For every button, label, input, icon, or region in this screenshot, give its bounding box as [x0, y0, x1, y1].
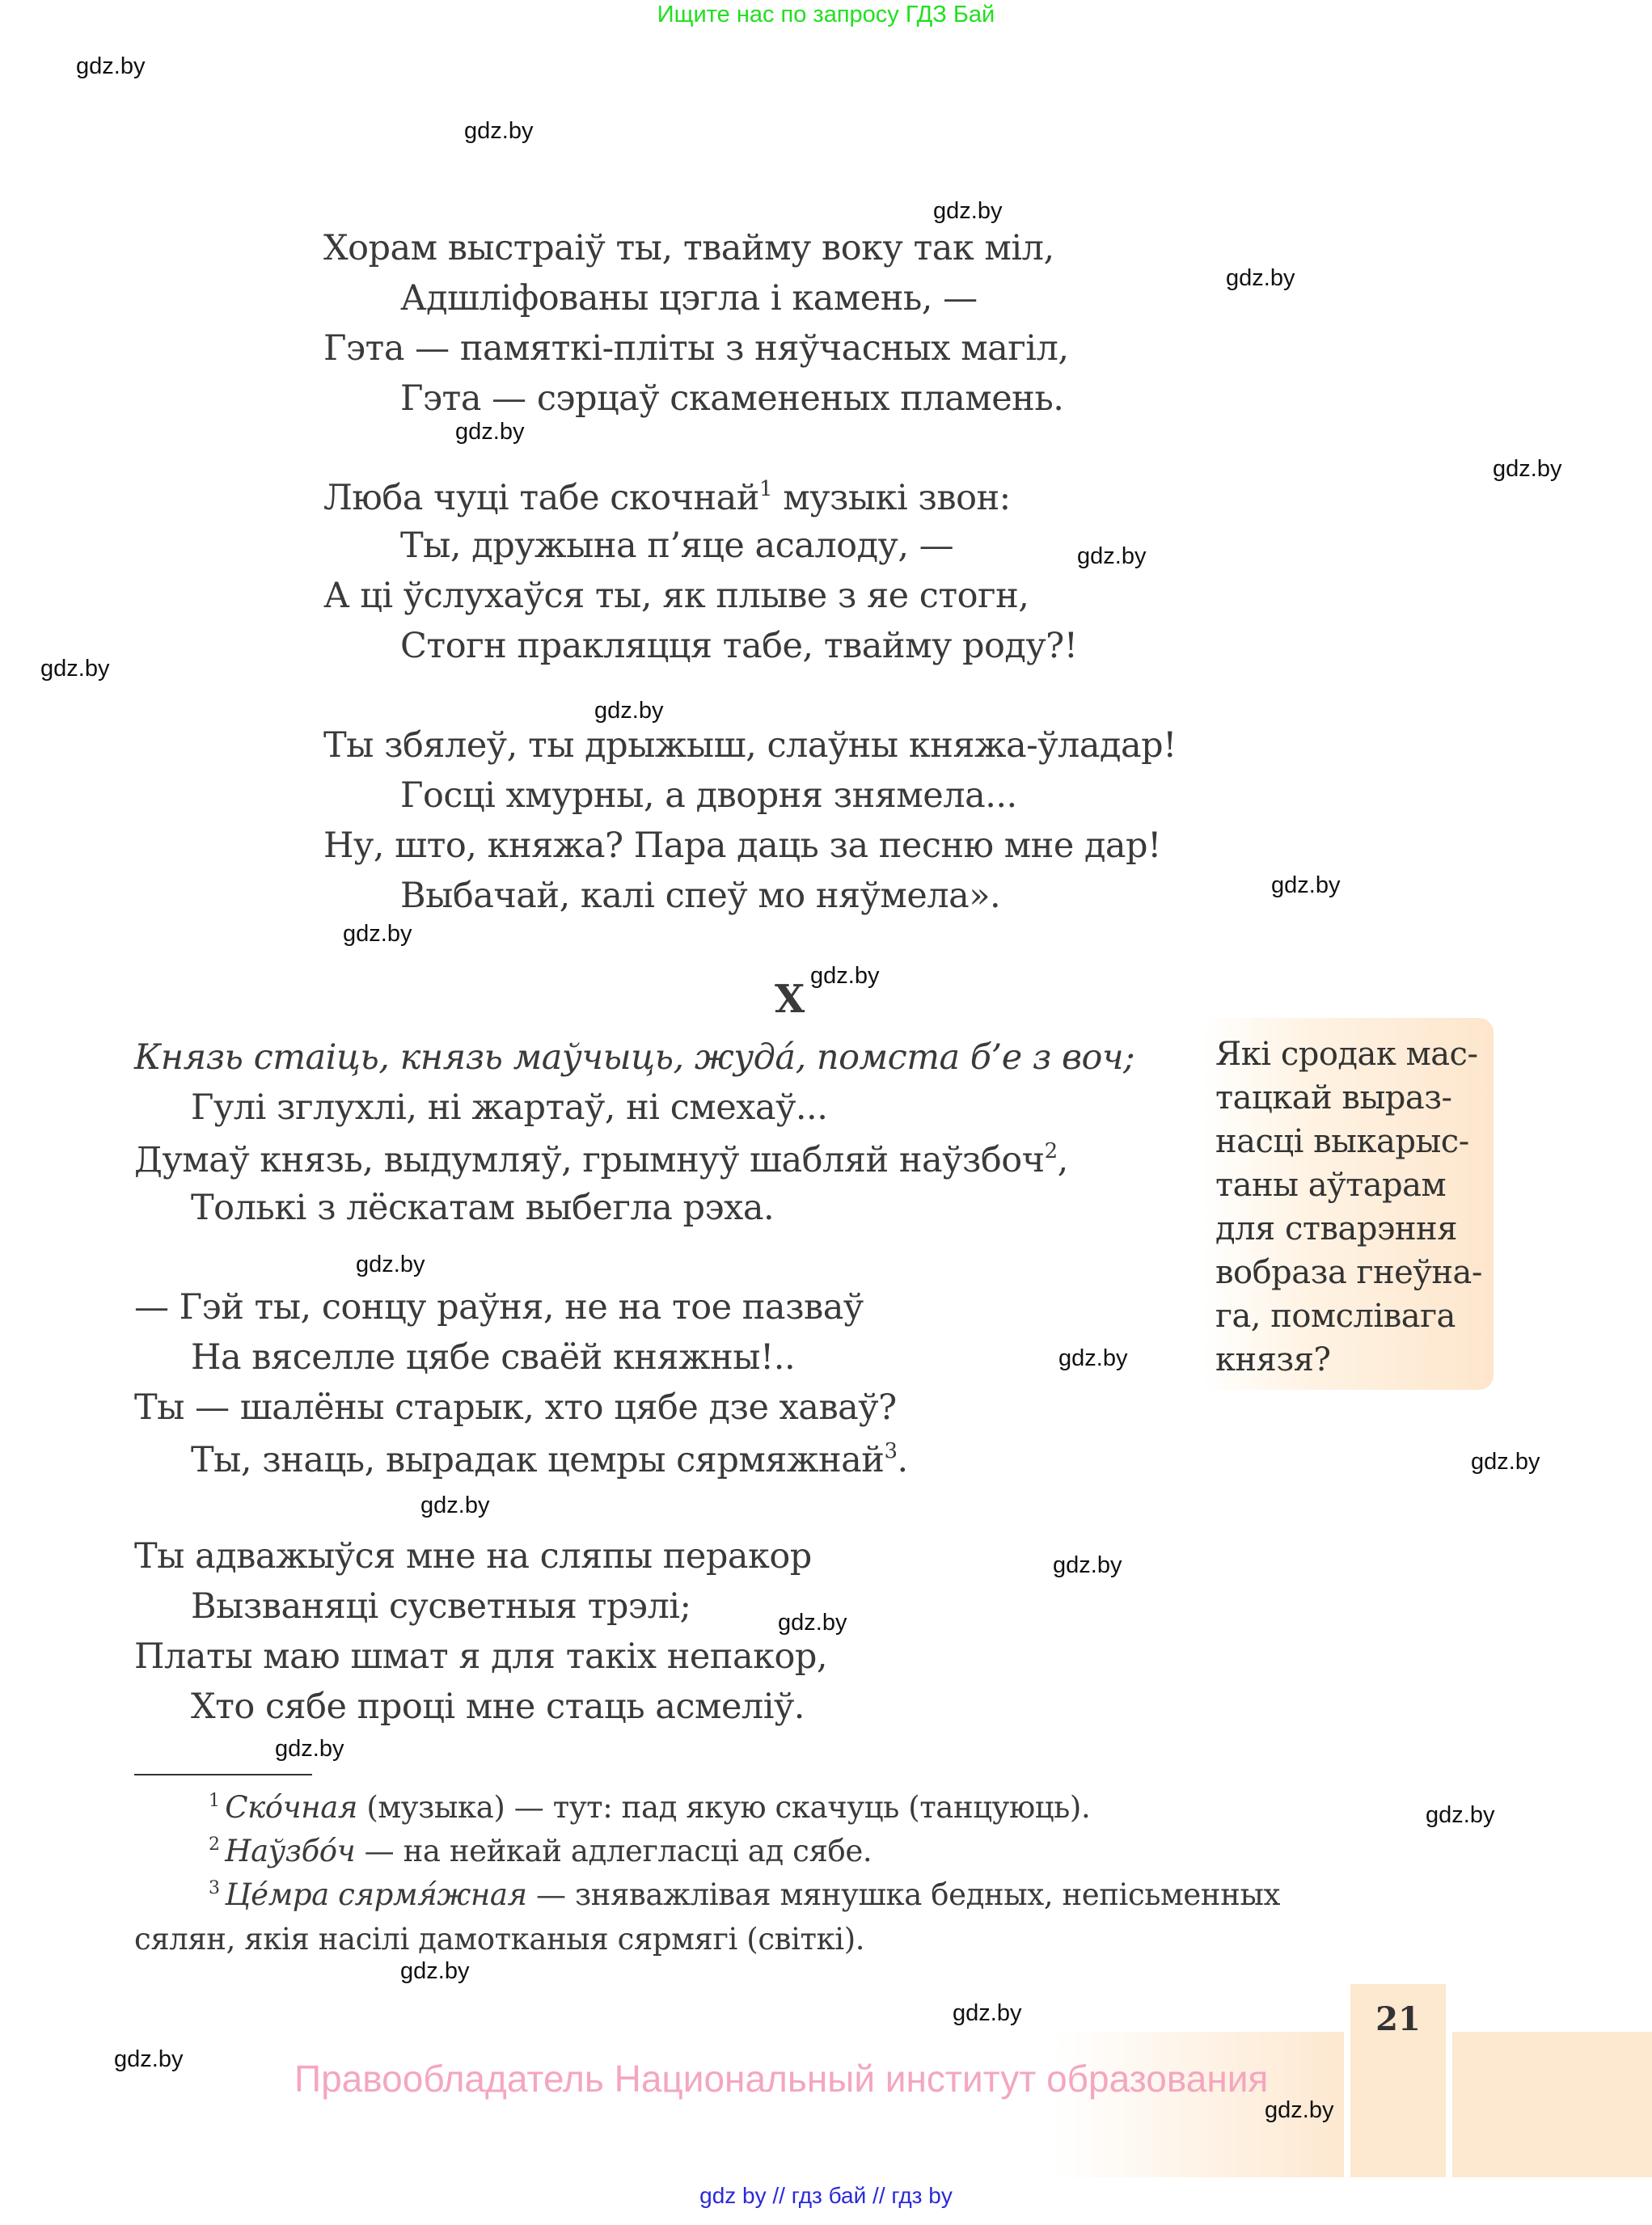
poem-line	[134, 1037, 1135, 1078]
poem-line: Люба чуці табе скочнай$^1$ музыкі звон:	[323, 477, 1011, 518]
gdz-watermark: gdz.by	[76, 53, 146, 79]
question-line: тацкай выраз-	[1215, 1079, 1452, 1117]
footnote: $^1$ Ско́чная (музыка) — тут: пад якую скачуць (танцуюць).	[209, 1790, 1091, 1825]
gdz-watermark: gdz.by	[1471, 1449, 1540, 1475]
gdz-watermark: gdz.by	[1493, 456, 1562, 482]
gdz-watermark: gdz.by	[594, 698, 664, 724]
gdz-watermark: gdz.by	[953, 2000, 1022, 2026]
poem-line: Ты збялеў, ты дрыжыш, слаўны княжа-ўладар!	[323, 725, 1177, 766]
footnote: сялян, якія насілі дамотканыя сярмягі (світкі).	[134, 1922, 865, 1957]
question-text	[1215, 1032, 1482, 1382]
poem-line: — Гэй ты, сонцу раўня, не на тое пазваў	[134, 1287, 864, 1328]
poem-line: Адшліфованы цэгла і камень, —	[400, 278, 978, 319]
gdz-watermark: gdz.by	[1226, 265, 1295, 291]
search-banner: Ищите нас по запросу ГДЗ Бай	[657, 2, 995, 27]
gdz-watermark: gdz.by	[810, 963, 880, 989]
poem-line: Выбачай, калі спеў мо няўмела».	[400, 876, 1001, 916]
poem-line: Гулі зглухлі, ні жартаў, ні смехаў...	[191, 1087, 828, 1128]
gdz-watermark: gdz.by	[1053, 1552, 1122, 1578]
poem-line: Думаў князь, выдумляў, грымнуў шабляй наўзбоч$^2$,	[134, 1139, 1068, 1180]
question-line: князя?	[1215, 1341, 1331, 1378]
poem-line: Хорам выстраіў ты, твайму воку так міл,	[323, 228, 1054, 268]
page-number-tab	[1350, 1984, 1446, 2177]
poem-line: Ну, што, княжа? Пара даць за песню мне дар!	[323, 825, 1161, 866]
poem-line: Госці хмурны, а дворня знямела...	[400, 775, 1017, 816]
question-line: га, помслівага	[1215, 1298, 1456, 1335]
gdz-watermark: gdz.by	[464, 118, 534, 144]
question-line: насці выкарыс-	[1215, 1123, 1469, 1160]
footnote-number: 2	[209, 1834, 226, 1855]
poem-line: Гэта — памяткі-пліты з няўчасных магіл,	[323, 328, 1069, 369]
footnote-marker: 1	[758, 477, 773, 501]
poem-line: Стогн пракляцця табе, твайму роду?!	[400, 626, 1078, 666]
gdz-watermark: gdz.by	[343, 921, 412, 947]
poem-line: Гэта — сэрцаў скамененых пламень.	[400, 378, 1064, 419]
gdz-watermark: gdz.by	[1077, 543, 1147, 569]
footnote-term: Ско́чная	[225, 1790, 358, 1825]
poem-line: А ці ўслухаўся ты, як плыве з яе стогн,	[323, 576, 1029, 616]
gdz-watermark: gdz.by	[1271, 872, 1341, 898]
question-sidebar	[1202, 1018, 1494, 1390]
poem-line: Вызваняці сусветныя трэлі;	[191, 1586, 691, 1627]
question-line: таны аўтарам	[1215, 1167, 1447, 1204]
poem-line: Ты — шалёны старык, хто цябе дзе хаваў?	[134, 1387, 897, 1428]
footnote-divider	[134, 1774, 312, 1775]
poem-line: Ты адважыўся мне на сляпы перакор	[134, 1536, 812, 1577]
poem-line: Хто сябе проці мне стаць асмеліў.	[191, 1687, 805, 1727]
poem-line: Ты, знаць, вырадак цемры сярмяжнай$^3$.	[191, 1439, 908, 1480]
gdz-watermark: gdz.by	[1058, 1345, 1128, 1371]
gdz-watermark: gdz.by	[400, 1958, 470, 1984]
poem-line: Платы маю шмат я для такіх непакор,	[134, 1636, 828, 1677]
page-number: 21	[1375, 2000, 1421, 2038]
poem-line: Толькі з лёскатам выбегла рэха.	[191, 1188, 775, 1228]
gdz-watermark: gdz.by	[1426, 1802, 1495, 1828]
bottom-links[interactable]: gdz by // гдз бай // гдз by	[699, 2183, 953, 2208]
gdz-watermark: gdz.by	[114, 2046, 184, 2072]
question-line: Які сродак мас-	[1215, 1036, 1478, 1073]
gdz-watermark: gdz.by	[933, 198, 1003, 224]
poem-line: Ты, дружына п’яце асалоду, —	[400, 526, 954, 566]
footnote-number: 3	[209, 1878, 226, 1898]
footnote-term: Наўзбо́ч	[225, 1834, 356, 1868]
footnote: $^2$ Наўзбо́ч — на нейкай адлегласці ад сябе.	[209, 1834, 872, 1868]
footnote-term: Це́мра сярмя́жная	[225, 1877, 527, 1912]
footnote-number: 1	[209, 1791, 226, 1811]
gdz-watermark: gdz.by	[275, 1736, 344, 1762]
gdz-watermark: gdz.by	[420, 1492, 490, 1518]
section-heading: X	[775, 977, 805, 1022]
footnote-marker: 2	[1044, 1139, 1058, 1163]
poem-line: На вяселле цябе сваёй княжны!..	[191, 1337, 796, 1378]
copyright-watermark: Правообладатель Национальный институт образования	[294, 2058, 1269, 2100]
decorative-block	[1452, 2032, 1652, 2177]
footnote: $^3$ Це́мра сярмя́жная — зняважлівая мянушка бедных, непісьменных	[209, 1877, 1280, 1912]
gdz-watermark: gdz.by	[455, 419, 525, 445]
italic-text: Князь стаіць, князь маўчыць, жуда́, помста б’е з воч;	[134, 1037, 1135, 1078]
question-line: вобраза гнеўна-	[1215, 1254, 1482, 1291]
question-line: для стварэння	[1215, 1210, 1457, 1248]
gdz-watermark: gdz.by	[356, 1252, 425, 1277]
gdz-watermark: gdz.by	[778, 1610, 847, 1636]
gdz-watermark: gdz.by	[40, 656, 110, 682]
footnote-marker: 3	[884, 1439, 898, 1463]
gdz-watermark: gdz.by	[1265, 2097, 1334, 2123]
